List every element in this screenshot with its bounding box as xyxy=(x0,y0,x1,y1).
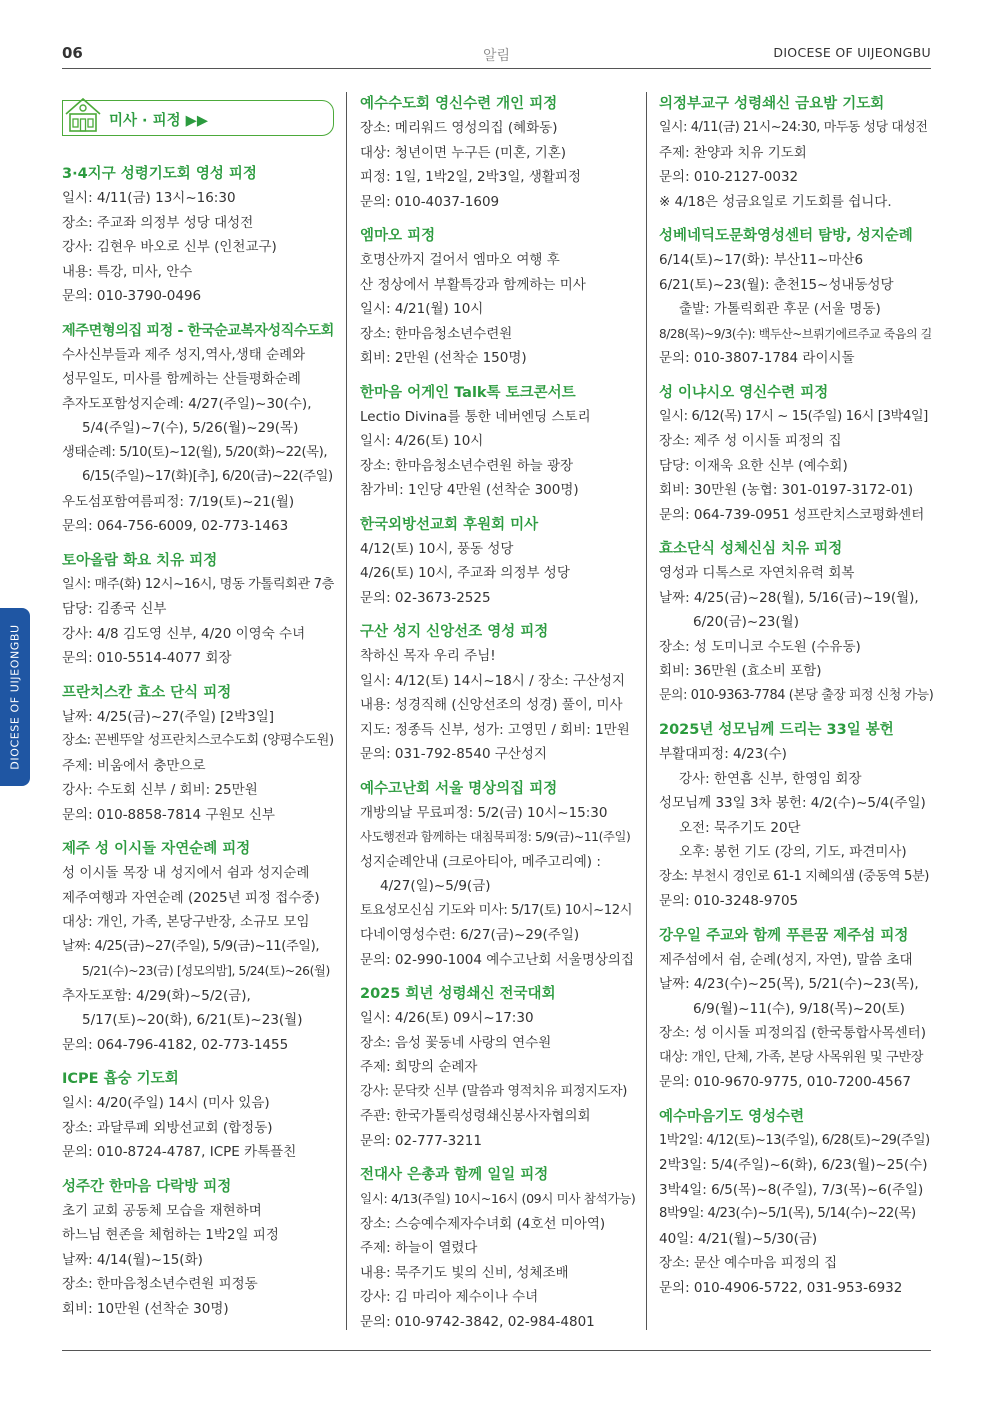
notice-line: 오후: 봉헌 기도 (강의, 기도, 파견미사) xyxy=(679,844,907,860)
column-1 xyxy=(62,92,334,1321)
notice-title: 강우일 주교와 함께 푸른꿈 제주섬 피정 xyxy=(659,927,909,944)
notice-entry xyxy=(659,718,933,914)
notice-line: 부활대피정: 4/23(수) xyxy=(659,746,787,762)
notice-entry xyxy=(62,549,334,671)
notice-line: 강사: 수도회 신부 / 회비: 25만원 xyxy=(62,782,258,798)
notice-line: 우도섬포함여름피정: 7/19(토)~21(월) xyxy=(62,493,295,510)
notice-line: 장소: 메리워드 영성의집 (혜화동) xyxy=(360,120,558,136)
notice-line: 2박3일: 5/4(주일)~6(화), 6/23(월)~25(수) xyxy=(659,1157,928,1173)
notice-title: 의정부교구 성령쇄신 금요밤 기도회 xyxy=(659,96,885,112)
notice-entry xyxy=(360,92,636,214)
notice-line: 일시: 4/20(주일) 14시 (미사 있음) xyxy=(62,1095,270,1111)
notice-title: 제주 성 이시돌 자연순례 피정 xyxy=(62,841,251,857)
notice-line: 내용: 성경직해 (신앙선조의 성경) 풀이, 미사 xyxy=(360,697,623,713)
notice-line: 8박9일: 4/23(수)~5/1(목), 5/14(수)~22(목) xyxy=(659,1206,916,1221)
notice-line: 문의: 010-3790-0496 xyxy=(62,288,202,304)
notice-line: 착하신 목자 우리 주님! xyxy=(360,648,496,664)
column-3 xyxy=(659,92,933,1300)
notice-line: 6/15(주일)~17(화)[추], 6/20(금)~22(주일) xyxy=(82,469,333,484)
notice-line: 성 이시돌 목장 내 성지에서 쉼과 성지순례 xyxy=(62,865,310,881)
notice-line: 강사: 김현우 바오로 신부 (인천교구) xyxy=(62,239,277,255)
notice-line: 일시: 매주(화) 12시~16시, 명동 가톨릭회관 7층 xyxy=(62,576,334,592)
notice-entry xyxy=(360,1163,636,1334)
notice-line: 문의: 010-3807-1784 라이시돌 xyxy=(659,350,855,366)
notice-title: 토아올람 화요 치유 피정 xyxy=(62,552,218,569)
notice-line: 일시: 4/26(토) 09시~17:30 xyxy=(360,1010,534,1026)
notice-line: 문의: 010-9742-3842, 02-984-4801 xyxy=(360,1313,595,1330)
notice-line: 장소: 음성 꽃동네 사랑의 연수원 xyxy=(360,1034,552,1051)
notice-line: 4/12(토) 10시, 풍동 성당 xyxy=(360,540,514,557)
notice-entry xyxy=(62,319,334,539)
notice-line: 토요성모신심 기도와 미사: 5/17(토) 10시~12시 xyxy=(360,902,633,918)
notice-title: 2025 희년 성령쇄신 전국대회 xyxy=(360,986,556,1002)
notice-title: 성 이냐시오 영신수련 피정 xyxy=(659,384,829,401)
notice-line: 날짜: 4/23(수)~25(목), 5/21(수)~23(목), xyxy=(659,976,919,992)
notice-line: 장소: 과달루페 외방선교회 (합정동) xyxy=(62,1119,273,1136)
notice-line: 문의: 02-3673-2525 xyxy=(360,589,491,606)
notice-line: 8/28(목)~9/3(수): 백두산~브뤼기에르주교 죽음의 길 xyxy=(659,326,932,341)
column-2 xyxy=(360,92,636,1334)
notice-title: 성베네딕도문화영성센터 탐방, 성지순례 xyxy=(659,228,913,244)
notice-title: 성주간 한마음 다락방 피정 xyxy=(62,1178,232,1195)
notice-entry xyxy=(360,777,636,973)
notice-line: 문의: 010-9363-7784 (본당 출장 피정 신청 가능) xyxy=(659,687,934,703)
section-heading: 미사 · 피정 ▶▶ xyxy=(109,113,208,129)
notice-entry xyxy=(62,1175,334,1322)
notice-title: 한마음 어게인 Talk톡 토크콘서트 xyxy=(360,384,576,401)
notice-entry xyxy=(62,837,334,1057)
notice-line: 날짜: 4/25(금)~27(주일) [2박3일] xyxy=(62,708,275,725)
bottom-rule xyxy=(62,1350,931,1351)
notice-title: 예수마음기도 영성수련 xyxy=(659,1108,805,1125)
notice-title: 엠마오 피정 xyxy=(360,228,436,244)
notice-line: 성모님께 33일 3차 봉헌: 4/2(수)~5/4(주일) xyxy=(659,795,926,811)
notice-line: 제주여행과 자연순례 (2025년 피정 접수중) xyxy=(62,889,320,906)
column-divider xyxy=(646,92,647,1330)
notice-line: 문의: 010-8724-4787, ICPE 카톡플친 xyxy=(62,1144,297,1160)
notice-line: 6/14(토)~17(화): 부산11~마산6 xyxy=(659,252,864,268)
notice-line: 회비: 10만원 (선착순 30명) xyxy=(62,1300,229,1317)
notice-line: 문의: 02-990-1004 예수고난회 서울명상의집 xyxy=(360,951,634,968)
notice-entry xyxy=(62,681,334,828)
notice-line: 내용: 특강, 미사, 안수 xyxy=(62,263,193,280)
notice-line: 6/21(토)~23(월): 춘천15~성내동성당 xyxy=(659,276,894,293)
notice-entry xyxy=(360,513,636,611)
notice-title: 예수고난회 서울 명상의집 피정 xyxy=(360,780,558,797)
notice-line: 40일: 4/21(월)~5/30(금) xyxy=(659,1230,818,1247)
notice-line: 문의: 064-796-4182, 02-773-1455 xyxy=(62,1036,289,1053)
notice-title: 예수수도회 영신수련 개인 피정 xyxy=(360,96,558,112)
notice-entry xyxy=(62,1067,334,1165)
notice-line: 일시: 6/12(목) 17시 ~ 15(주일) 16시 [3박4일] xyxy=(659,408,928,424)
notice-entry xyxy=(659,924,933,1095)
notice-line: 주관: 한국가톨릭성령쇄신봉사자협의회 xyxy=(360,1108,591,1124)
section-label: 알림 xyxy=(482,48,511,64)
notice-line: 날짜: 4/25(금)~27(주일), 5/9(금)~11(주일), xyxy=(62,938,320,954)
notice-line: 대상: 청년이면 누구든 (미혼, 기혼) xyxy=(360,144,567,161)
notice-line: 6/20(금)~23(월) xyxy=(693,614,799,630)
notice-line: 생태순례: 5/10(토)~12(월), 5/20(화)~22(목), xyxy=(62,444,328,460)
notice-line: 담당: 이재욱 요한 신부 (예수회) xyxy=(659,457,848,474)
notice-line: 5/4(주일)~7(수), 5/26(월)~29(목) xyxy=(82,420,299,436)
notice-line: 강사: 김 마리아 제수이나 수녀 xyxy=(360,1289,539,1305)
notice-title: 효소단식 성체신심 치유 피정 xyxy=(659,541,843,557)
notice-line: 장소: 성 도미니코 수도원 (수유동) xyxy=(659,638,861,655)
notice-line: 성무일도, 미사를 함께하는 산들평화순례 xyxy=(62,371,301,387)
notice-entry xyxy=(659,92,933,214)
notice-line: 장소: 한마음청소년수련원 xyxy=(360,325,513,342)
notice-line: 호명산까지 걸어서 엠마오 여행 후 xyxy=(360,252,560,268)
notice-line: 강사: 4/8 김도영 신부, 4/20 이영숙 수녀 xyxy=(62,625,306,642)
notice-line: 문의: 010-8858-7814 구원모 신부 xyxy=(62,806,275,823)
notice-line: 참가비: 1인당 4만원 (선착순 300명) xyxy=(360,482,579,498)
notice-line: 하느님 현존을 체험하는 1박2일 피정 xyxy=(62,1227,279,1243)
notice-line: 일시: 4/21(월) 10시 xyxy=(360,301,484,317)
notice-line: 개방의날 무료피정: 5/2(금) 10시~15:30 xyxy=(360,804,608,821)
notice-line: 추자도포함: 4/29(화)~5/2(금), xyxy=(62,987,251,1004)
notice-line: 피정: 1일, 1박2일, 2박3일, 생활피정 xyxy=(360,169,581,185)
notice-line: 문의: 064-739-0951 성프란치스코평화센터 xyxy=(659,506,925,523)
notice-line: 주제: 희망의 순례자 xyxy=(360,1059,478,1075)
notice-line: 회비: 2만원 (선착순 150명) xyxy=(360,350,527,366)
notice-line: ※ 4/18은 성금요일로 기도회를 쉽니다. xyxy=(659,193,892,210)
notice-title: 제주면형의집 피정 - 한국순교복자성직수도회 xyxy=(62,322,334,339)
notice-line: 문의: 064-756-6009, 02-773-1463 xyxy=(62,518,289,534)
notice-line: 수사신부들과 제주 성지,역사,생태 순례와 xyxy=(62,346,306,363)
notice-line: 성지순례안내 (크로아티아, 메주고리예) : xyxy=(360,853,601,870)
notice-line: 주제: 찬양과 치유 기도회 xyxy=(659,144,807,161)
notice-line: 회비: 36만원 (효소비 포함) xyxy=(659,663,822,679)
notice-line: 다네이영성수련: 6/27(금)~29(주일) xyxy=(360,927,580,943)
notice-line: 회비: 30만원 (농협: 301-0197-3172-01) xyxy=(659,482,914,498)
notice-line: 4/26(토) 10시, 주교좌 의정부 성당 xyxy=(360,565,570,581)
notice-line: 5/17(토)~20(화), 6/21(토)~23(월) xyxy=(82,1012,303,1028)
notice-line: 대상: 개인, 가족, 본당구반장, 소규모 모임 xyxy=(62,914,310,930)
notice-line: 날짜: 4/25(금)~28(월), 5/16(금)~19(월), xyxy=(659,589,919,606)
section-heading-box xyxy=(62,100,334,136)
notice-line: 강사: 한연흠 신부, 한영임 회장 xyxy=(679,770,862,787)
notice-line: 문의: 010-4037-1609 xyxy=(360,193,500,210)
notice-line: 1박2일: 4/12(토)~13(주일), 6/28(토)~29(주일) xyxy=(659,1132,930,1148)
notice-line: 산 정상에서 부활특강과 함께하는 미사 xyxy=(360,276,586,293)
notice-line: 장소: 부천시 경인로 61-1 지혜의샘 (중동역 5분) xyxy=(659,868,930,884)
notice-line: 초기 교회 공동체 모습을 재현하며 xyxy=(62,1202,262,1219)
notice-entry xyxy=(659,224,933,371)
notice-line: 일시: 4/26(토) 10시 xyxy=(360,433,484,449)
page-header xyxy=(62,44,931,69)
notice-title: 구산 성지 신앙선조 영성 피정 xyxy=(360,624,549,640)
notice-line: 문의: 010-9670-9775, 010-7200-4567 xyxy=(659,1074,911,1090)
notice-line: 장소: 문산 예수마음 피정의 집 xyxy=(659,1255,838,1271)
notice-line: 일시: 4/12(토) 14시~18시 / 장소: 구산성지 xyxy=(360,672,626,689)
notice-line: 장소: 스승예수제자수녀회 (4호선 미아역) xyxy=(360,1215,606,1232)
notice-line: 장소: 꼰벤뚜알 성프란치스코수도회 (양평수도원) xyxy=(62,733,334,748)
notice-entry xyxy=(360,224,636,371)
notice-line: 제주섬에서 쉼, 순례(성지, 자연), 말씀 초대 xyxy=(659,951,913,968)
notice-title: 전대사 은총과 함께 일일 피정 xyxy=(360,1167,549,1183)
notice-line: 문의: 02-777-3211 xyxy=(360,1132,482,1149)
notice-entry xyxy=(360,620,636,767)
notice-line: 문의: 010-2127-0032 xyxy=(659,169,799,185)
notice-line: 주제: 비움에서 충만으로 xyxy=(62,757,206,774)
church-house-icon xyxy=(63,94,103,134)
notice-entry xyxy=(360,381,636,503)
notice-line: 추자도포함성지순례: 4/27(주일)~30(수), xyxy=(62,395,312,412)
notice-line: 영성과 디톡스로 자연치유력 회복 xyxy=(659,565,855,581)
notice-line: 강사: 문닥캇 신부 (말씀과 영적치유 피정지도자) xyxy=(360,1083,627,1099)
notice-line: 내용: 묵주기도 빛의 신비, 성체조배 xyxy=(360,1264,569,1281)
notice-title: ICPE 흡숭 기도회 xyxy=(62,1071,179,1087)
notice-entry xyxy=(659,1105,933,1301)
notice-line: 일시: 4/11(금) 13시~16:30 xyxy=(62,190,236,206)
side-tab-label: DIOCESE OF UIJEONGBU xyxy=(8,624,22,770)
notice-entry xyxy=(659,537,933,708)
notice-line: 오전: 묵주기도 20단 xyxy=(679,819,801,836)
notice-line: 문의: 031-792-8540 구산성지 xyxy=(360,746,548,762)
notice-title: 2025년 성모님께 드리는 33일 봉헌 xyxy=(659,722,894,738)
notice-line: 일시: 4/13(주일) 10시~16시 (09시 미사 참석가능) xyxy=(360,1191,636,1206)
notice-line: 문의: 010-5514-4077 회장 xyxy=(62,650,232,666)
notice-title: 3·4지구 성령기도회 영성 피정 xyxy=(62,166,257,182)
notice-entry xyxy=(659,381,933,528)
publication-name: DIOCESE OF UIJEONGBU xyxy=(773,45,931,60)
notice-line: 출발: 가톨릭회관 후문 (서울 명동) xyxy=(679,301,881,317)
notice-title: 한국외방선교회 후원회 미사 xyxy=(360,516,539,533)
notice-line: 지도: 정종득 신부, 성가: 고영민 / 회비: 1만원 xyxy=(360,721,630,738)
notice-line: 장소: 한마음청소년수련원 하늘 광장 xyxy=(360,457,574,474)
notice-line: 주제: 하늘이 열렸다 xyxy=(360,1240,478,1256)
notice-line: 사도행전과 함께하는 대침묵피정: 5/9(금)~11(주일) xyxy=(360,830,631,844)
notice-title: 프란치스칸 효소 단식 피정 xyxy=(62,684,232,701)
notice-line: 장소: 주교좌 의정부 성당 대성전 xyxy=(62,214,254,231)
notice-line: 문의: 010-4906-5722, 031-953-6932 xyxy=(659,1279,903,1296)
notice-line: Lectio Divina를 통한 네버엔딩 스토리 xyxy=(360,408,591,425)
notice-line: 장소: 제주 성 이시돌 피정의 집 xyxy=(659,433,842,449)
page-number: 06 xyxy=(62,44,83,62)
notice-line: 대상: 개인, 단체, 가족, 본당 사목위원 및 구반장 xyxy=(659,1049,924,1065)
notice-entry xyxy=(62,162,334,309)
notice-line: 5/21(수)~23(금) [성모의밤], 5/24(토)~26(월) xyxy=(82,964,330,978)
notice-line: 3박4일: 6/5(목)~8(주일), 7/3(목)~6(주일) xyxy=(659,1181,924,1198)
notice-entry xyxy=(360,982,636,1153)
notice-line: 문의: 010-3248-9705 xyxy=(659,893,799,909)
column-divider xyxy=(346,92,347,1330)
notice-line: 6/9(월)~11(수), 9/18(목)~20(토) xyxy=(693,1000,905,1017)
notice-line: 담당: 김종국 신부 xyxy=(62,601,167,617)
notice-line: 장소: 한마음청소년수련원 피정동 xyxy=(62,1276,258,1292)
notice-line: 장소: 성 이시돌 피정의집 (한국통합사목센터) xyxy=(659,1025,926,1041)
notice-line: 날짜: 4/14(월)~15(화) xyxy=(62,1251,203,1268)
notice-line: 4/27(일)~5/9(금) xyxy=(380,878,491,894)
notice-line: 일시: 4/11(금) 21시~24:30, 마두동 성당 대성전 xyxy=(659,120,928,135)
side-tab xyxy=(0,608,30,786)
